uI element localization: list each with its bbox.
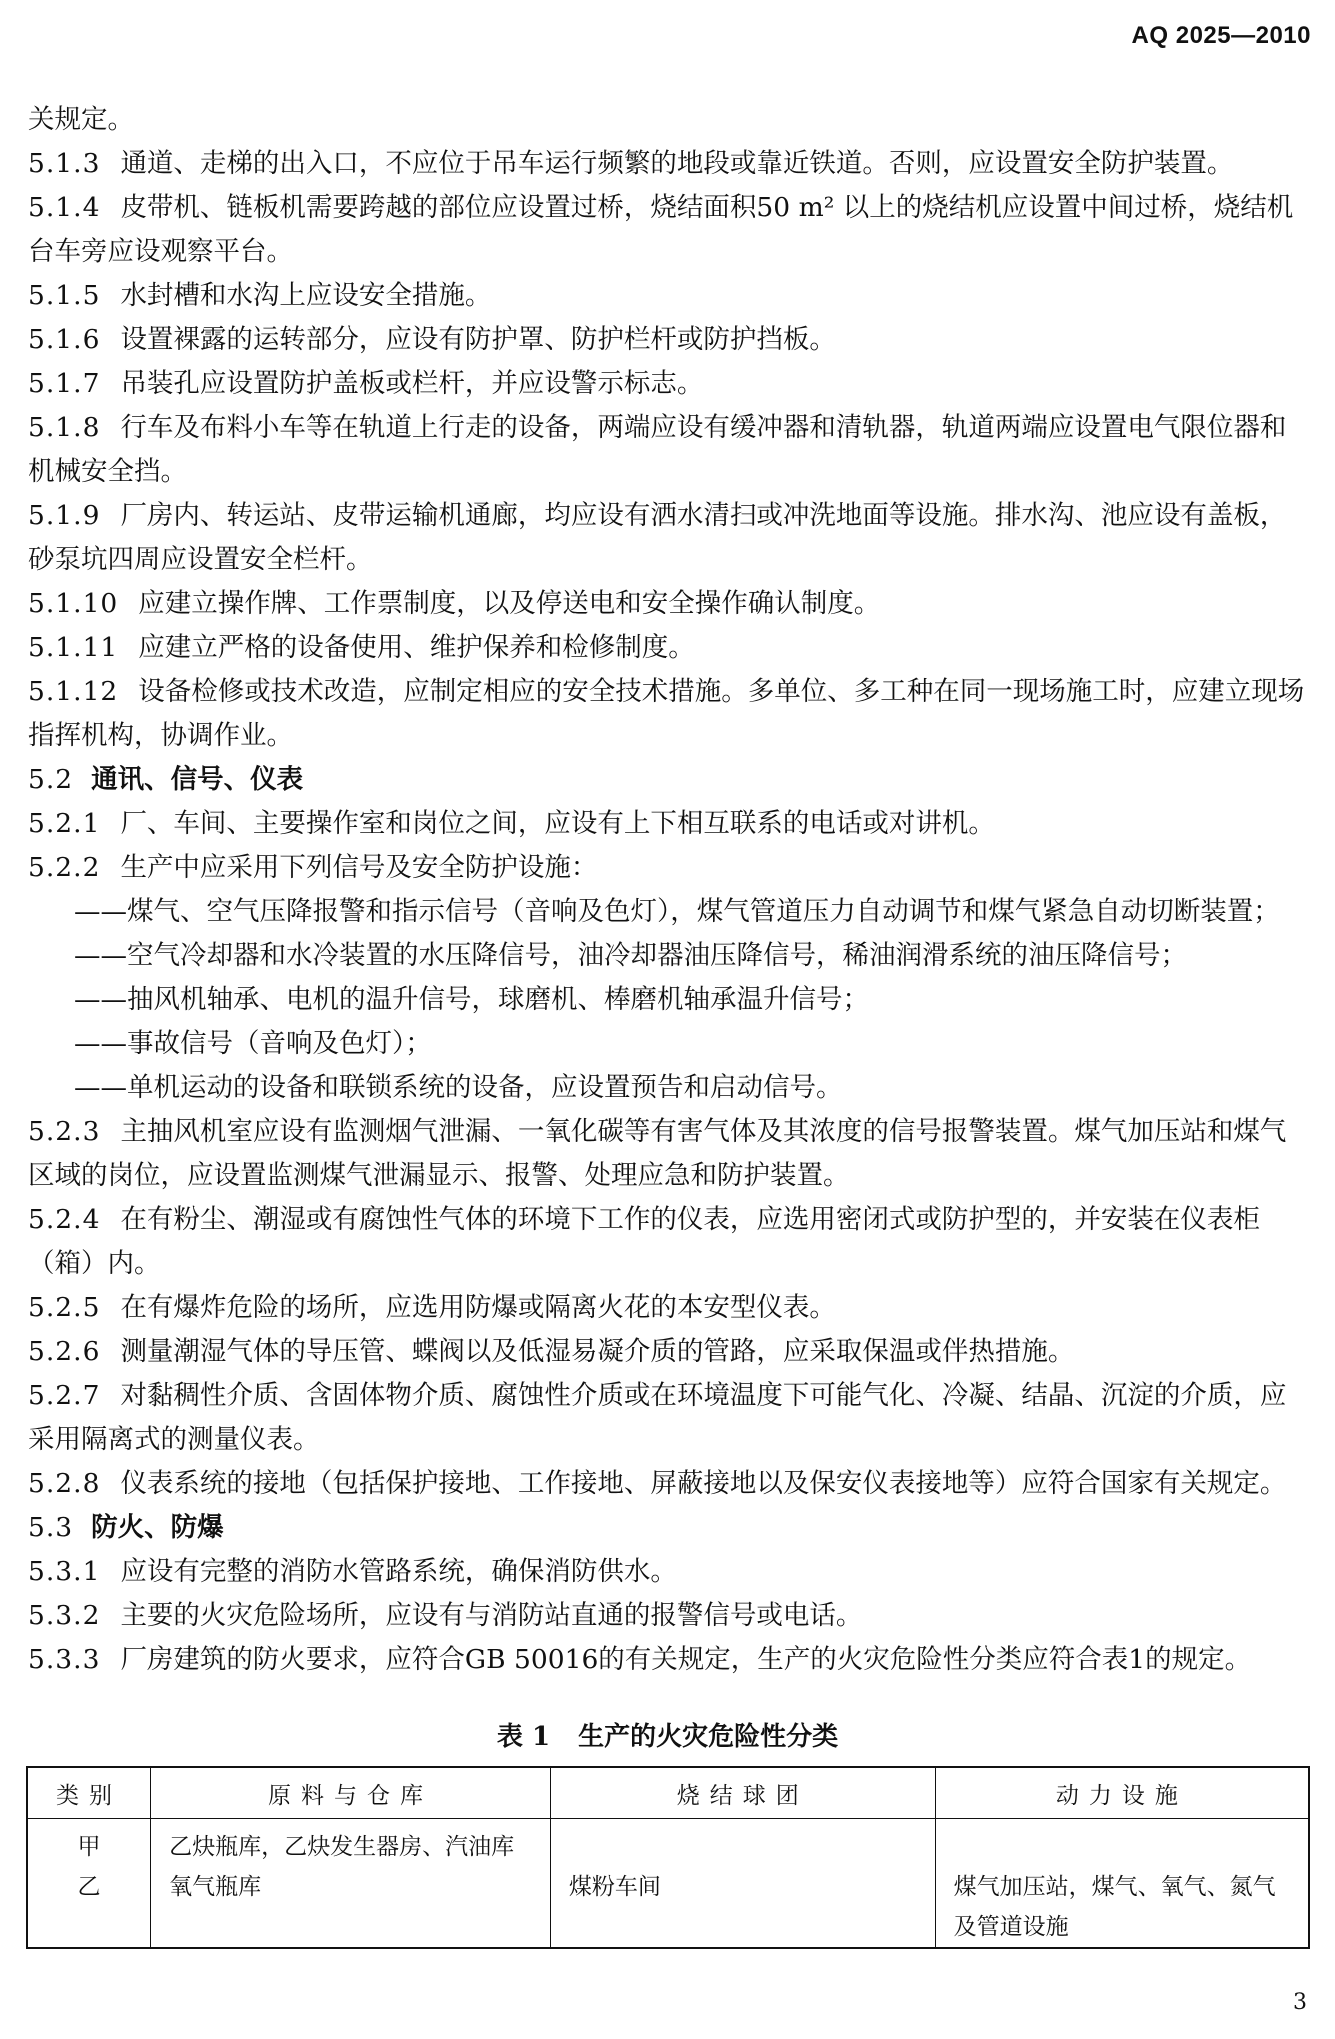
list-item: ——单机运动的设备和联锁系统的设备，应设置预告和启动信号。 bbox=[74, 1072, 843, 1103]
clause-5-3-2 bbox=[28, 1594, 1310, 1638]
clause-number: 5.3.3 bbox=[28, 1644, 101, 1675]
raw-materials-value: 乙炔瓶库，乙炔发生器房、汽油库 bbox=[169, 1834, 515, 1860]
clause-number: 5.3.1 bbox=[28, 1556, 101, 1587]
category-value: 乙 bbox=[77, 1874, 101, 1900]
clause-number: 5.1.4 bbox=[28, 192, 101, 223]
table-caption bbox=[0, 1716, 1335, 1753]
clause-number: 5.1.7 bbox=[28, 368, 101, 399]
list-item: ——抽风机轴承、电机的温升信号，球磨机、棒磨机轴承温升信号； bbox=[74, 984, 869, 1015]
sinter-pellet-value bbox=[551, 1907, 935, 1947]
clause-5-2-3 bbox=[28, 1110, 1310, 1198]
power-facilities-cell bbox=[935, 1819, 1309, 1949]
clause-text: 在有爆炸危险的场所，应选用防爆或隔离火花的本安型仪表。 bbox=[120, 1292, 836, 1323]
clause-5-1-5 bbox=[28, 274, 1310, 318]
clause-text: 吊装孔应设置防护盖板或栏杆，并应设警示标志。 bbox=[120, 368, 704, 399]
clause-number: 5.1.6 bbox=[28, 324, 101, 355]
clause-text: 主抽风机室应设有监测烟气泄漏、一氧化碳等有害气体及其浓度的信号报警装置。煤气加压站和煤气区域的岗位，应设置监测煤气泄漏显示、报警、处理应急和防护装置。 bbox=[28, 1116, 1287, 1191]
clause-5-1-6 bbox=[28, 318, 1310, 362]
clause-5-1-12 bbox=[28, 670, 1310, 758]
section-heading-5-3 bbox=[28, 1506, 1310, 1550]
table-row bbox=[27, 1819, 1309, 1949]
clause-text: 皮带机、链板机需要跨越的部位应设置过桥，烧结面积50 m² 以上的烧结机应设置中间过桥，烧结机台车旁应设观察平台。 bbox=[28, 192, 1294, 267]
clause-text: 设备检修或技术改造，应制定相应的安全技术措施。多单位、多工种在同一现场施工时，应建立现场指挥机构，协调作业。 bbox=[28, 676, 1305, 751]
clause-number: 5.1.11 bbox=[28, 632, 119, 663]
clause-text: 设置裸露的运转部分，应设有防护罩、防护栏杆或防护挡板。 bbox=[120, 324, 836, 355]
table-title: 生产的火灾危险性分类 bbox=[578, 1722, 839, 1752]
clause-5-1-11 bbox=[28, 626, 1310, 670]
clause-number: 5.1.10 bbox=[28, 588, 119, 619]
clause-number: 5.2.8 bbox=[28, 1468, 101, 1499]
clause-text: 主要的火灾危险场所，应设有与消防站直通的报警信号或电话。 bbox=[120, 1600, 863, 1631]
sinter-pellet-value: 煤粉车间 bbox=[568, 1874, 661, 1900]
paragraph bbox=[28, 98, 1310, 142]
section-number: 5.2 bbox=[28, 764, 74, 795]
clause-text: 对黏稠性介质、含固体物介质、腐蚀性介质或在环境温度下可能气化、冷凝、结晶、沉淀的介质，应采用隔离式的测量仪表。 bbox=[28, 1380, 1287, 1455]
header-power-facilities: 动力设施 bbox=[935, 1767, 1309, 1819]
fire-hazard-table bbox=[26, 1766, 1310, 1949]
list-item: ——事故信号（音响及色灯）； bbox=[74, 1028, 432, 1059]
clause-5-2-2 bbox=[28, 846, 1310, 890]
clause-number: 5.1.3 bbox=[28, 148, 101, 179]
clause-5-1-9 bbox=[28, 494, 1310, 582]
body-text bbox=[28, 98, 1310, 1682]
document-code: AQ 2025—2010 bbox=[1131, 22, 1311, 49]
clause-text: 厂、车间、主要操作室和岗位之间，应设有上下相互联系的电话或对讲机。 bbox=[120, 808, 995, 839]
clause-5-2-7 bbox=[28, 1374, 1310, 1462]
clause-number: 5.2.5 bbox=[28, 1292, 101, 1323]
clause-text: 应建立操作牌、工作票制度，以及停送电和安全操作确认制度。 bbox=[138, 588, 881, 619]
category-cell bbox=[27, 1819, 151, 1949]
clause-text: 水封槽和水沟上应设安全措施。 bbox=[120, 280, 492, 311]
raw-materials-value bbox=[151, 1907, 550, 1947]
clause-number: 5.1.8 bbox=[28, 412, 101, 443]
clause-5-2-1 bbox=[28, 802, 1310, 846]
clause-number: 5.2.3 bbox=[28, 1116, 101, 1147]
clause-5-1-7 bbox=[28, 362, 1310, 406]
clause-number: 5.1.12 bbox=[28, 676, 119, 707]
list-item: ——煤气、空气压降报警和指示信号（音响及色灯），煤气管道压力自动调节和煤气紧急自动切断装置； bbox=[74, 896, 1280, 927]
header-sinter-pellet: 烧结球团 bbox=[550, 1767, 935, 1819]
clause-5-2-4 bbox=[28, 1198, 1310, 1286]
clause-5-2-5 bbox=[28, 1286, 1310, 1330]
sinter-pellet-value bbox=[551, 1827, 935, 1867]
clause-text: 通道、走梯的出入口，不应位于吊车运行频繁的地段或靠近铁道。否则，应设置安全防护装置。 bbox=[120, 148, 1234, 179]
clause-5-3-3 bbox=[28, 1638, 1310, 1682]
clause-text: 仪表系统的接地（包括保护接地、工作接地、屏蔽接地以及保安仪表接地等）应符合国家有关规定。 bbox=[120, 1468, 1287, 1499]
section-title: 通讯、信号、仪表 bbox=[91, 764, 304, 795]
clause-5-1-4 bbox=[28, 186, 1310, 274]
header-raw-materials: 原料与仓库 bbox=[151, 1767, 551, 1819]
clause-5-2-6 bbox=[28, 1330, 1310, 1374]
power-facilities-value: 及管道设施 bbox=[953, 1914, 1069, 1940]
clause-number: 5.3.2 bbox=[28, 1600, 101, 1631]
sinter-pellet-cell bbox=[550, 1819, 935, 1949]
power-facilities-value bbox=[936, 1827, 1308, 1867]
table-number: 表 1 bbox=[496, 1722, 551, 1752]
clause-number: 5.1.5 bbox=[28, 280, 101, 311]
clause-number: 5.1.9 bbox=[28, 500, 101, 531]
clause-number: 5.2.1 bbox=[28, 808, 101, 839]
list-item: ——空气冷却器和水冷装置的水压降信号，油冷却器油压降信号，稀油润滑系统的油压降信号； bbox=[74, 940, 1187, 971]
clause-text: 生产中应采用下列信号及安全防护设施： bbox=[120, 852, 598, 883]
clause-text: 在有粉尘、潮湿或有腐蚀性气体的环境下工作的仪表，应选用密闭式或防护型的，并安装在仪表柜（箱）内。 bbox=[28, 1204, 1260, 1279]
raw-materials-value: 氧气瓶库 bbox=[169, 1874, 262, 1900]
clause-5-1-8 bbox=[28, 406, 1310, 494]
clause-5-3-1 bbox=[28, 1550, 1310, 1594]
clause-number: 5.2.4 bbox=[28, 1204, 101, 1235]
table-header-row bbox=[27, 1767, 1309, 1819]
clause-number: 5.2.6 bbox=[28, 1336, 101, 1367]
clause-text: 应设有完整的消防水管路系统，确保消防供水。 bbox=[120, 1556, 677, 1587]
clause-number: 5.2.2 bbox=[28, 852, 101, 883]
header-category: 类别 bbox=[27, 1767, 151, 1819]
section-title: 防火、防爆 bbox=[91, 1512, 224, 1543]
page-number: 3 bbox=[1293, 1990, 1307, 2015]
power-facilities-value: 煤气加压站，煤气、氧气、氮气 bbox=[953, 1874, 1276, 1900]
clause-text: 应建立严格的设备使用、维护保养和检修制度。 bbox=[138, 632, 695, 663]
section-heading-5-2 bbox=[28, 758, 1310, 802]
clause-number: 5.2.7 bbox=[28, 1380, 101, 1411]
section-number: 5.3 bbox=[28, 1512, 74, 1543]
raw-materials-cell bbox=[151, 1819, 551, 1949]
clause-text: 厂房建筑的防火要求，应符合GB 50016的有关规定，生产的火灾危险性分类应符合表1的规定。 bbox=[120, 1644, 1252, 1675]
clause-text: 测量潮湿气体的导压管、蝶阀以及低湿易凝介质的管路，应采取保温或伴热措施。 bbox=[120, 1336, 1075, 1367]
category-value: 甲 bbox=[77, 1834, 101, 1860]
clause-5-1-10 bbox=[28, 582, 1310, 626]
clause-text: 厂房内、转运站、皮带运输机通廊，均应设有洒水清扫或冲洗地面等设施。排水沟、池应设有盖板，砂泵坑四周应设置安全栏杆。 bbox=[28, 500, 1287, 575]
category-value bbox=[28, 1907, 150, 1947]
paragraph-text: 关规定。 bbox=[28, 104, 134, 135]
clause-5-1-3 bbox=[28, 142, 1310, 186]
clause-5-2-8 bbox=[28, 1462, 1310, 1506]
clause-text: 行车及布料小车等在轨道上行走的设备，两端应设有缓冲器和清轨器，轨道两端应设置电气限位器和机械安全挡。 bbox=[28, 412, 1287, 487]
